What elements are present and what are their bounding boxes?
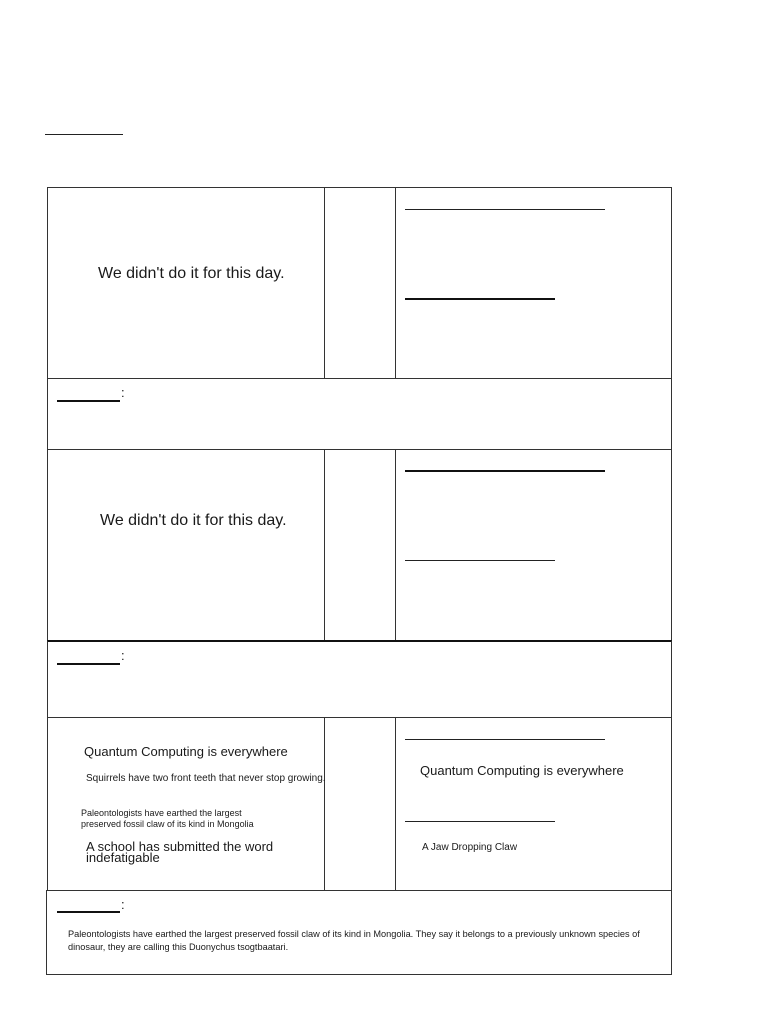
row3-right-caption: A Jaw Dropping Claw (422, 842, 518, 853)
row1-right-blank-line-1 (405, 209, 605, 210)
row2-right-cell (395, 449, 672, 641)
row3-right-blank-line-1 (405, 739, 605, 740)
row2-left-text: We didn't do it for this day. (100, 512, 287, 529)
row3-right-blank-line-2 (405, 821, 555, 822)
row2-notes-blank-line (57, 663, 120, 665)
row3-left-fact: Squirrels have two front teeth that never stop growing. (86, 773, 326, 784)
row2-left-cell (47, 449, 325, 641)
row3-left-bottom-line-2: indefatigable (86, 850, 160, 865)
row2-notes-colon: : (121, 648, 125, 663)
row1-right-cell (395, 187, 672, 379)
row3-notes-blank-line (57, 911, 120, 913)
row3-notes-colon: : (121, 897, 125, 912)
row3-left-bottom-line-1: A school has submitted the word (86, 839, 274, 854)
row1-middle-cell (324, 187, 396, 379)
row3-middle-cell (324, 717, 396, 891)
row3-left-small-line-2: preserved fossil claw of its kind in Mongolia (81, 819, 254, 829)
row2-right-blank-line-1 (405, 470, 605, 472)
row1-notes-blank-line (57, 400, 120, 402)
row3-notes-paragraph: Paleontologists have earthed the largest preserved fossil claw of its kind in Mongolia. They say it belongs to a previously unknown species of dinosaur, they are calling this Duonychus tsogtbaatari. (68, 929, 640, 953)
row2-right-blank-line-2 (405, 560, 555, 561)
row1-left-text: We didn't do it for this day. (98, 265, 285, 282)
row1-notes-colon: : (121, 385, 125, 400)
row2-middle-cell (324, 449, 396, 641)
row2-notes-cell (47, 640, 672, 718)
header-blank-line (45, 134, 123, 135)
row3-right-cell (395, 717, 672, 891)
row1-right-blank-line-2 (405, 298, 555, 300)
row1-notes-cell (47, 378, 672, 450)
row3-left-small-line-1: Paleontologists have earthed the largest (81, 808, 242, 818)
row3-left-title: Quantum Computing is everywhere (84, 744, 288, 759)
row3-right-title: Quantum Computing is everywhere (420, 763, 624, 778)
